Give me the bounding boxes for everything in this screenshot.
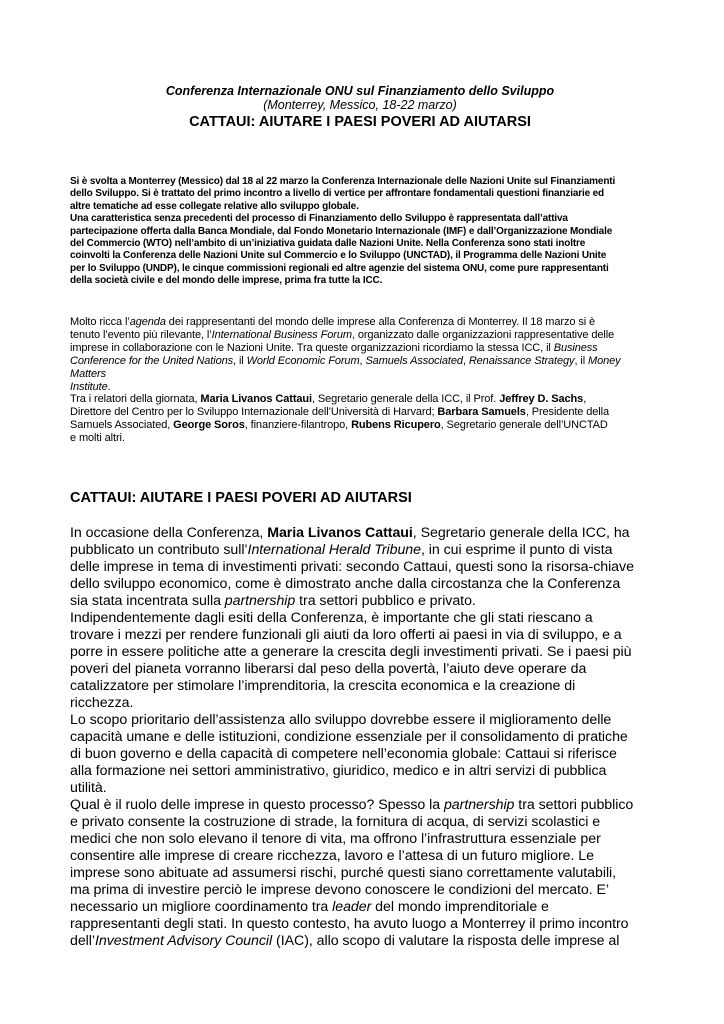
forum-news-paragraph [70,316,621,445]
text-run: , Segretario generale della ICC, ha [412,525,630,541]
section-title: CATTAUI: AIUTARE I PAESI POVERI AD AIUTARSI [70,490,412,506]
body-line: di buon governo e della capacità di competere nell’economia globale: Cattaui si riferisce [70,746,617,762]
body-line: utilità. [70,780,107,796]
text-run: dei rappresentanti del mondo delle imprese alla Conferenza di Monterrey. Il 18 marzo si è [165,316,596,328]
news-line [70,368,621,381]
page-title: CATTAUI: AIUTARE I PAESI POVERI AD AIUTARSI [189,114,531,130]
text-run: dell’ [70,933,95,949]
text-run: necessario un migliore coordinamento tra [70,899,333,915]
news-line [70,329,621,342]
text-run: Tra i relatori della giornata, [70,393,201,406]
italic-run: Matters [70,367,106,380]
italic-run: Money [588,354,621,367]
news-line [70,419,621,432]
intro-line: del Commercio (WTO) nell’ambito di un’iniziativa guidata dalle Nazioni Unite. Nella Conferenza sono stati inoltre [70,238,586,250]
text-run: , [583,393,587,406]
news-line [70,406,621,419]
bold-name: Rubens Ricupero [351,419,441,432]
text-run: (IAC), allo scopo di valutare la risposta delle imprese al [272,933,620,949]
text-run: , [359,354,366,367]
italic-run: Samuels Associated [365,354,463,367]
intro-line: coinvolti la Conferenza delle Nazioni Unite sul Commercio e lo Sviluppo (UNCTAD), il Programma delle Nazioni Unite [70,250,607,262]
text-run: Samuels Associated, [70,419,174,432]
text-run: , finanziere-filantropo, [244,419,352,432]
text-run: , il [233,354,247,367]
body-line: poveri del pianeta vorranno liberarsi dal peso della povertà, l’aiuto deve operare da [70,661,587,677]
italic-run: International Business Forum [211,328,352,341]
italic-run: Business [553,341,598,354]
bold-name: Maria Livanos Cattaui [267,525,413,541]
text-run: Molto ricca l’ [70,316,130,328]
body-line: ma prima di investire perciò le imprese devono conoscere le condizioni del mercato. E’ [70,882,610,898]
text-run: sia stata incentrata sulla [70,593,225,609]
document-header [60,84,660,131]
italic-run: Conference for the United Nations [70,354,234,367]
news-line [70,342,621,355]
news-line: e molti altri. [70,432,125,445]
body-line: dello sviluppo economico, come è dimostrato anche dalla circostanza che la Conferenza [70,576,621,592]
body-line: Indipendentemente dagli esiti della Conferenza, è importante che gli stati riescano a [70,610,593,626]
news-line [70,355,621,368]
intro-line: per lo Sviluppo (UNDP), le cinque commissioni regionali ed altre agenzie del sistema ONU, come pure rappresentanti [70,262,609,274]
italic-run: International Herald Tribune [247,542,421,558]
body-line: rappresentanti degli stati. In questo contesto, ha avuto luogo a Monterrey il primo incontro [70,916,629,932]
italic-run: Institute [70,380,108,393]
text-run: pubblicato un contributo sull’ [70,542,248,558]
italic-run: partnership [224,593,296,609]
body-line: porre in essere politiche atte a generare la crescita degli investimenti privati. Se i paesi più [70,644,632,660]
body-line: e privato consente la costruzione di strade, la fornitura di acqua, di servizi scolastici e [70,814,601,830]
body-line [70,933,634,950]
conference-place-date: (Monterrey, Messico, 18-22 marzo) [263,98,457,112]
body-line: alla formazione nei settori amministrativo, giuridico, medico e in altri servizi di pubblica [70,763,607,779]
intro-line: partecipazione offerta dalla Banca Mondiale, dal Fondo Monetario Internazionale (IMF) e dall’Organizzazione Mondiale [70,225,613,237]
intro-paragraph [70,176,615,288]
text-run: , organizzato dalle organizzazioni rappresentative delle [351,328,615,341]
text-run: , in cui esprime il punto di vista [420,542,613,558]
body-line [70,797,634,814]
italic-run: World Economic Forum [246,354,360,367]
italic-run: Investment Advisory Council [95,933,273,949]
text-run: Qual è il ruolo delle imprese in questo processo? Spesso la [70,797,444,813]
text-run: imprese in collaborazione con le Nazioni Unite. Tra queste organizzazioni ricordiamo la stessa ICC, il [70,341,554,354]
text-run: tra settori pubblico e privato. [295,593,476,609]
intro-line: della società civile e del mondo delle imprese, prima fra tutte la ICC. [70,275,383,287]
text-run: Direttore del Centro per lo Sviluppo Internazionale dell’Università di Harvard; [70,406,438,419]
body-line: consentire alle imprese di creare ricchezza, lavoro e l’attesa di un futuro migliore. Le [70,848,594,864]
body-line: delle imprese in tema di investimenti privati: secondo Cattaui, questi sono la risorsa-chiave [70,559,634,575]
italic-run: Renaissance Strategy [468,354,575,367]
bold-name: Jeffrey D. Sachs [499,393,584,406]
conference-name: Conferenza Internazionale ONU sul Finanziamento dello Sviluppo [165,84,555,98]
news-line [70,393,621,406]
body-line: trovare i mezzi per rendere funzionali gli aiuti da loro offerti ai paesi in via di sviluppo, e a [70,627,622,643]
body-line [70,593,634,610]
text-run: tra settori pubblico [514,797,634,813]
text-run: , il [574,354,588,367]
bold-name: Barbara Samuels [437,406,526,419]
article-body [70,525,634,950]
body-line [70,542,634,559]
italic-run: leader [332,899,372,915]
text-run: . [107,380,111,393]
intro-line: Si è svolta a Monterrey (Messico) dal 18 al 22 marzo la Conferenza Internazionale delle Nazioni Unite sul Finanziamenti [70,176,616,187]
body-line: catalizzatore per stimolare l’imprenditoria, la crescita economica e la creazione di [70,678,576,694]
text-run: tenuto l’evento più rilevante, l’ [70,328,212,341]
body-line: imprese sono abituate ad assumersi rischi, purché questi siano correttamente valutabili, [70,865,617,881]
text-run: , [462,354,469,367]
text-run: , Segretario generale della ICC, il Prof. [312,393,500,406]
italic-run: agenda [129,316,166,328]
text-run: In occasione della Conferenza, [70,525,268,541]
news-line [70,381,621,394]
body-line [70,525,634,542]
body-line: capacità umane e delle istituzioni, condizione essenziale per il consolidamento di pratiche [70,729,628,745]
intro-line: dello Sviluppo. Si è trattato del primo incontro a livello di vertice per affrontare fondamentali questioni finanziarie ed [70,188,605,200]
news-line [70,316,621,329]
bold-name: George Soros [173,419,245,432]
italic-run: partnership [443,797,515,813]
body-line [70,899,634,916]
text-run: , Segretario generale dell’UNCTAD [440,419,608,432]
intro-line: altre tematiche ad esse collegate relative allo sviluppo globale. [70,200,359,212]
text-run: , Presidente della [525,406,610,419]
body-line: Lo scopo prioritario dell’assistenza allo sviluppo dovrebbe essere il miglioramento delle [70,712,612,728]
body-line: medici che non solo elevano il tenore di vita, ma offrono l’infrastruttura essenziale per [70,831,601,847]
body-line: ricchezza. [70,695,134,711]
intro-line: Una caratteristica senza precedenti del processo di Finanziamento dello Sviluppo è rappresentata dall’attiva [70,213,568,225]
text-run: del mondo imprenditoriale e [371,899,549,915]
bold-name: Maria Livanos Cattaui [200,393,312,406]
